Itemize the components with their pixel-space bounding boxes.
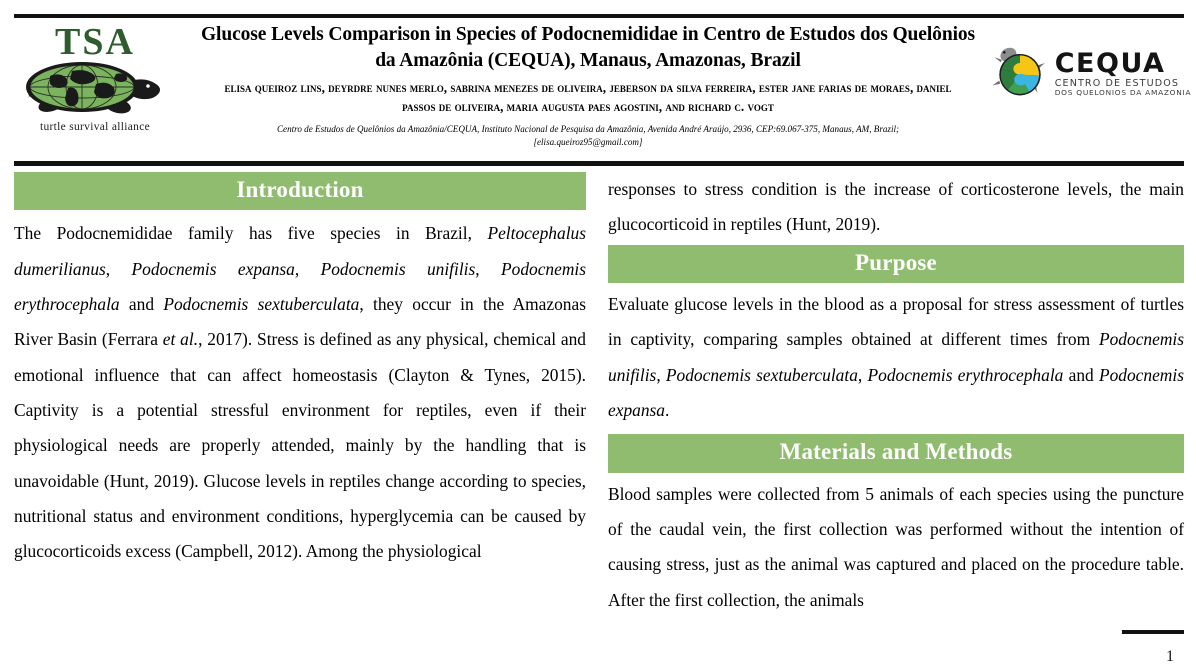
tsa-tagline-text: turtle survival alliance (39, 121, 151, 134)
intro-species-5: Podocnemis sextuberculata (163, 294, 360, 315)
section-header-purpose: Purpose (608, 245, 1184, 283)
poster-header (0, 18, 1196, 158)
purpose-sep-2: , (857, 364, 868, 385)
cequa-logo (986, 18, 1196, 102)
intro-sep-1: , (105, 258, 132, 279)
cequa-acronym-text: CEQUA (1054, 47, 1166, 79)
intro-text-part1: The Podocnemididae family has five species in Brazil, (14, 223, 488, 244)
purpose-paragraph (608, 287, 1184, 428)
page-number: 1 (1166, 648, 1174, 665)
tsa-logo (0, 18, 190, 133)
intro-etal: et al. (162, 329, 199, 350)
section-header-materials-and-methods: Materials and Methods (608, 434, 1184, 472)
purpose-sep-1: , (656, 364, 666, 385)
tsa-acronym-text: TSA (55, 21, 135, 63)
header-text-block (190, 18, 986, 148)
affiliation-text: Centro de Estudos de Quelônios da Amazônia/CEQUA, Instituto Nacional de Pesquisa da Amazônia, Avenida André Araújo, 2936, CEP:69.067-375, Manaus, AM, Brazil; (276, 123, 900, 134)
left-column (0, 172, 592, 672)
purpose-text-part2: . (665, 400, 670, 420)
cequa-turtle-icon (991, 44, 1049, 102)
turtle-icon (20, 56, 170, 118)
intro-text-part3: , 2017). Stress is defined as any physical, chemical and emotional influence that can affect homeostasis (Clayton & Tynes, 2015). Captivity is a potential stressful environment for reptiles, even if their physiological needs are properly attended, mainly by the handling that is unavoidable (Hunt, 2019). Glucose levels in reptiles change according to species, nutritional status and environment conditions, hyperglycemia can be caused by glucocorticoids excess (Campbell, 2012). Among the physiological (14, 329, 586, 562)
intro-species-4: Podocnemis erythrocephala (14, 258, 587, 315)
right-column (592, 172, 1196, 672)
materials-paragraph: Blood samples were collected from 5 animals of each species using the puncture of the caudal vein, the first collection was performed without the intention of causing stress, just as the animal was captured and placed on the procedure table. After the first collection, the animals (608, 483, 1184, 610)
intro-sep-4: and (119, 294, 164, 315)
purpose-sep-3: and (1063, 364, 1099, 385)
section-header-introduction: Introduction (14, 172, 586, 210)
poster-body (0, 172, 1196, 672)
intro-sep-2: , (294, 258, 321, 279)
author-list: elisa queiroz lins, deyrdre nunes merlo, sabrina menezes de oliveira, jeberson da silva ferreira, ester jane farias de moraes, daniel passos de oliveira, maria augusta paes agostini, and richard c. vogt (224, 80, 952, 115)
purpose-species-1: Podocnemis unifilis (608, 329, 1184, 385)
header-bottom-rule (14, 161, 1184, 166)
cequa-subtitle-line1: CENTRO DE ESTUDOS (1054, 77, 1180, 89)
intro-text-part2: , they occur in the Amazonas River Basin (Ferrara (14, 294, 586, 350)
purpose-species-4: Podocnemis expansa (608, 364, 1184, 420)
purpose-species-3: Podocnemis erythrocephala (867, 364, 1064, 385)
introduction-continued-paragraph: responses to stress condition is the increase of corticosterone levels, the main glucocorticoid in reptiles (Hunt, 2019). (608, 179, 1184, 235)
footer-rule (1122, 630, 1184, 634)
purpose-text-part1: Evaluate glucose levels in the blood as a proposal for stress assessment of turtles in captivity, comparing samples obtained at different times from (608, 294, 1184, 350)
contact-email: [elisa.queiroz95@gmail.com] (533, 137, 643, 148)
cequa-subtitle-line2: DOS QUELONIOS DA AMAZONIA (1054, 88, 1192, 98)
intro-species-1: Peltocephalus dumerilianus (14, 223, 586, 279)
page-title: Glucose Levels Comparison in Species of Podocnemididae in Centro de Estudos dos Quelônios da Amazônia (CEQUA), Manaus, Amazonas, Brazil (200, 24, 976, 71)
intro-species-2: Podocnemis expansa (131, 258, 295, 279)
intro-sep-3: , (475, 258, 501, 279)
intro-species-3: Podocnemis unifilis (320, 258, 476, 279)
purpose-species-2: Podocnemis sextuberculata (665, 364, 858, 385)
introduction-paragraph (14, 216, 586, 569)
